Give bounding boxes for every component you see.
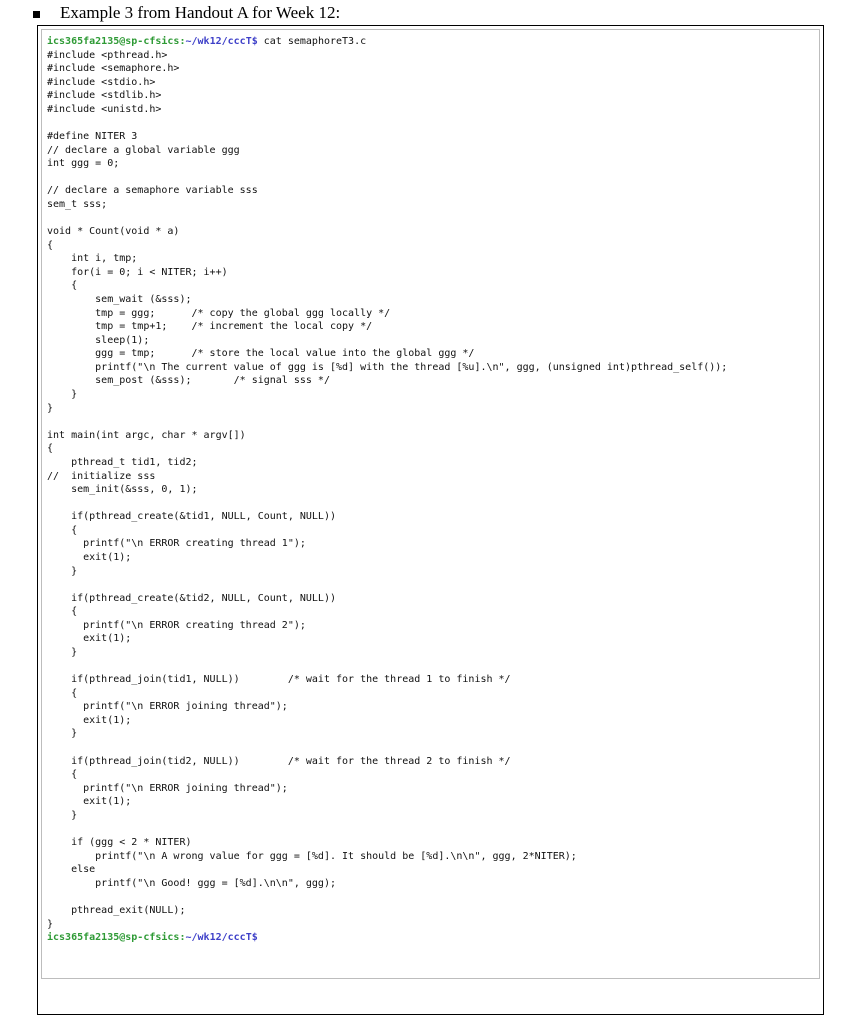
code-line [47,415,727,429]
code-line: if(pthread_create(&tid2, NULL, Count, NULL)) [47,592,336,604]
code-line: exit(1); [47,551,132,563]
code-line: } [47,728,78,740]
code-line: sem_post (&sss); /* signal sss */ [47,375,330,387]
terminal-output [47,35,727,945]
code-line: int ggg = 0; [47,158,120,170]
code-line [47,660,727,674]
code-line: #include <stdio.h> [47,76,156,88]
code-line [47,578,727,592]
code-line: if(pthread_join(tid1, NULL)) /* wait for the thread 1 to finish */ [47,674,511,686]
code-line: printf("\n ERROR creating thread 2"); [47,619,306,631]
code-line: { [47,524,78,536]
code-line: { [47,239,54,251]
code-line: printf("\n A wrong value for ggg = [%d]. It should be [%d].\n\n", ggg, 2*NITER); [47,850,577,862]
code-line: int main(int argc, char * argv[]) [47,429,246,441]
final-prompt-line [47,931,727,945]
code-line: exit(1); [47,714,132,726]
prompt-path: ~/wk12/cccT [185,36,252,47]
code-line [47,497,727,511]
code-line: if(pthread_join(tid2, NULL)) /* wait for the thread 2 to finish */ [47,755,511,767]
code-line: { [47,769,78,781]
code-line: sem_wait (&sss); [47,293,192,305]
heading-text: Example 3 from Handout A for Week 12: [60,3,341,22]
code-line: } [47,402,54,414]
code-line: { [47,280,78,292]
code-line: // declare a global variable ggg [47,144,240,156]
code-line: exit(1); [47,796,132,808]
code-line [47,823,727,837]
code-listing [47,49,727,932]
code-line [47,212,727,226]
code-line: #include <semaphore.h> [47,63,180,75]
code-line: { [47,606,78,618]
code-line: if(pthread_create(&tid1, NULL, Count, NULL)) [47,511,336,523]
code-line: tmp = tmp+1; /* increment the local copy */ [47,321,373,333]
code-line: printf("\n The current value of ggg is [%d] with the thread [%u].\n", ggg, (unsigned int)pthread_self()); [47,361,728,373]
code-line: printf("\n ERROR joining thread"); [47,782,288,794]
heading [33,3,340,23]
code-line: sem_t sss; [47,198,108,210]
terminal-screen[interactable] [41,29,820,979]
code-line: #include <unistd.h> [47,103,162,115]
code-line: printf("\n Good! ggg = [%d].\n\n", ggg); [47,877,336,889]
code-line: else [47,864,96,876]
code-line: sleep(1); [47,334,150,346]
code-line: #include <pthread.h> [47,49,168,61]
prompt-separator: : [179,36,186,47]
final-prompt-path: ~/wk12/cccT [185,932,252,944]
code-line: for(i = 0; i < NITER; i++) [47,266,228,278]
code-line: } [47,389,78,401]
code-line: ggg = tmp; /* store the local value into the global ggg */ [47,348,475,360]
code-line [47,171,727,185]
code-line: } [47,918,54,930]
code-line: { [47,443,54,455]
terminal-frame [37,25,824,1015]
prompt-command: cat semaphoreT3.c [257,36,367,47]
final-prompt-symbol: $ [251,932,258,944]
code-line: exit(1); [47,633,132,645]
code-line: { [47,687,78,699]
code-line: int i, tmp; [47,253,138,265]
code-line: #include <stdlib.h> [47,90,162,102]
code-line: printf("\n ERROR joining thread"); [47,701,288,713]
prompt-symbol: $ [251,36,258,47]
code-line [47,116,727,130]
code-line: // declare a semaphore variable sss [47,185,258,197]
prompt-user-host: ics365fa2135@sp-cfsics [47,36,180,47]
code-line [47,741,727,755]
code-line: if (ggg < 2 * NITER) [47,837,192,849]
code-line [47,890,727,904]
code-line: tmp = ggg; /* copy the global ggg locally */ [47,307,391,319]
code-line: } [47,647,78,659]
code-line: } [47,565,78,577]
code-line: printf("\n ERROR creating thread 1"); [47,538,306,550]
code-line: sem_init(&sss, 0, 1); [47,484,198,496]
command-prompt-line [47,35,727,49]
code-line: } [47,809,78,821]
square-bullet-icon [33,11,40,18]
code-line: pthread_t tid1, tid2; [47,456,198,468]
code-line: void * Count(void * a) [47,226,180,238]
code-line: #define NITER 3 [47,131,138,143]
code-line: pthread_exit(NULL); [47,905,186,916]
final-prompt-user-host: ics365fa2135@sp-cfsics [47,932,180,944]
final-prompt-separator: : [179,932,186,944]
code-line: // initialize sss [47,470,156,482]
